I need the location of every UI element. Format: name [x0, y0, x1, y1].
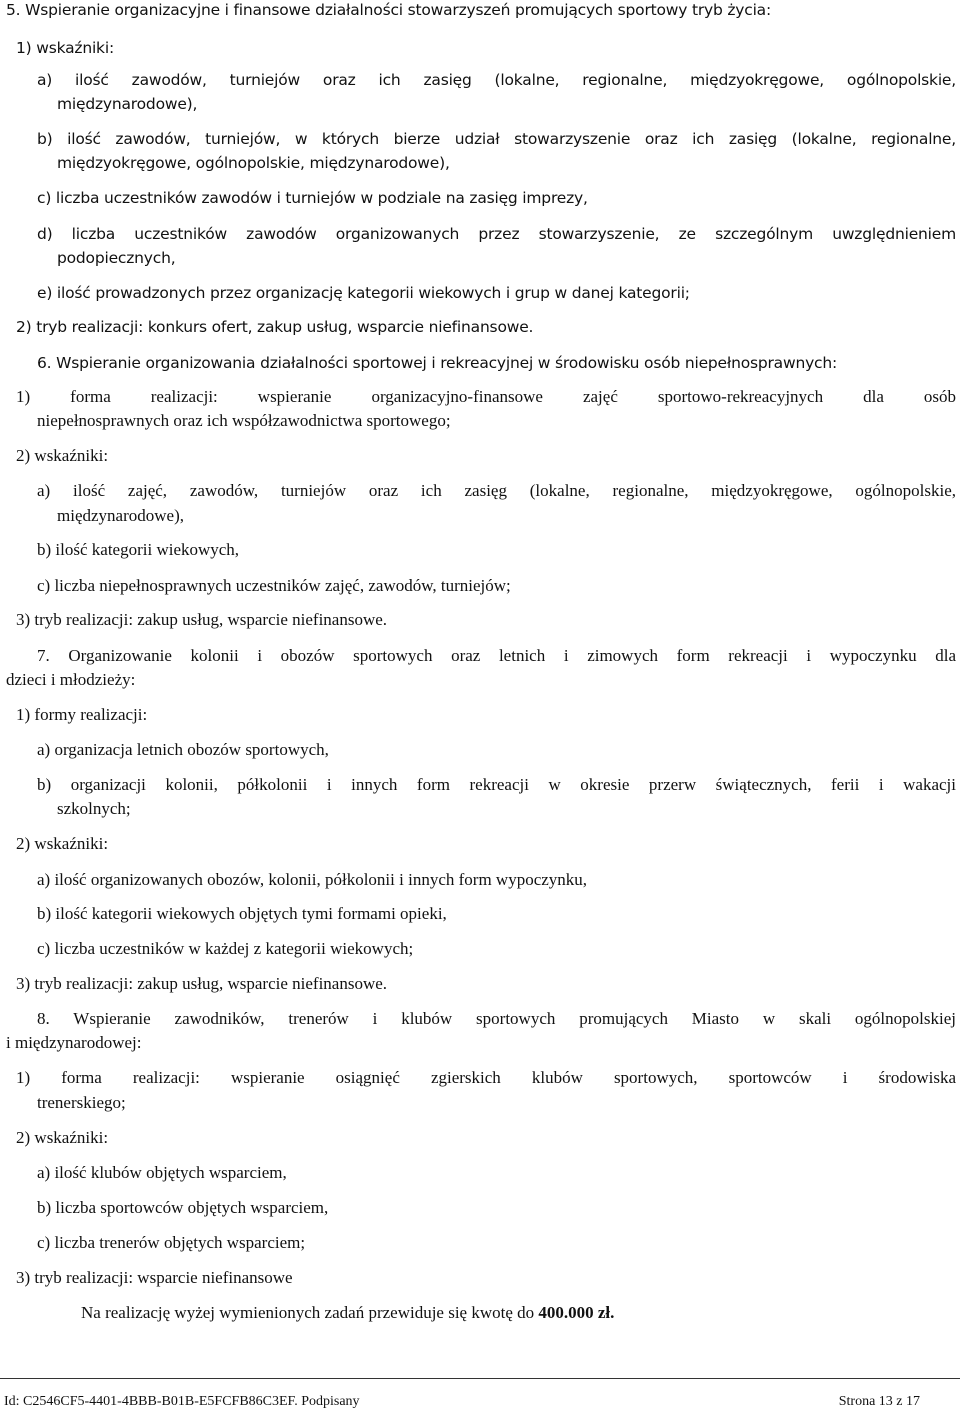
section-7-indicators-label: 2) wskaźniki: — [16, 834, 109, 853]
section-5-indicator-e: e) ilość prowadzonych przez organizację kategorii wiekowych i grup w danej kategorii; — [37, 284, 690, 302]
section-6-form: 1) forma realizacji: wspieranie organizacyjno-finansowe zajęć sportowo-rekreacyjnych dla osób — [16, 387, 956, 406]
document-id: Id: C2546CF5-4401-4BBB-B01B-E5FCFB86C3EF. Podpisany — [4, 1394, 360, 1409]
section-6-form-cont: niepełnosprawnych oraz ich współzawodnictwa sportowego; — [37, 411, 451, 430]
section-8-indicators-label: 2) wskaźniki: — [16, 1128, 109, 1147]
section-5-indicator-b: b) ilość zawodów, turniejów, w których bierze udział stowarzyszenie oraz ich zasięg (lokalne, regionalne, — [37, 130, 956, 148]
section-8-mode: 3) tryb realizacji: wsparcie niefinansowe — [16, 1268, 293, 1287]
section-5-indicator-b-cont: międzyokręgowe, ogólnopolskie, międzynarodowe), — [57, 154, 450, 172]
section-7-form-b-cont: szkolnych; — [57, 799, 131, 818]
section-5-heading: 5. Wspieranie organizacyjne i finansowe działalności stowarzyszeń promujących sportowy tryb życia: — [6, 1, 771, 19]
section-7-forms-label: 1) formy realizacji: — [16, 705, 148, 724]
section-8-form: 1) forma realizacji: wspieranie osiągnięć zgierskich klubów sportowych, sportowców i środowiska — [16, 1068, 956, 1087]
section-7-heading: 7. Organizowanie kolonii i obozów sportowych oraz letnich i zimowych form rekreacji i wypoczynku dla — [37, 646, 956, 665]
section-8-heading: 8. Wspieranie zawodników, trenerów i klubów sportowych promujących Miasto w skali ogólnopolskiej — [37, 1009, 956, 1028]
page-number: Strona 13 z 17 — [838, 1394, 920, 1409]
section-8-indicator-c: c) liczba trenerów objętych wsparciem; — [37, 1233, 306, 1252]
section-6-heading: 6. Wspieranie organizowania działalności sportowej i rekreacyjnej w środowisku osób niepełnosprawnych: — [37, 354, 838, 372]
section-5-indicator-d-cont: podopiecznych, — [57, 249, 176, 267]
section-7-indicator-c: c) liczba uczestników w każdej z kategorii wiekowych; — [37, 939, 414, 958]
section-5-indicator-d: d) liczba uczestników zawodów organizowanych przez stowarzyszenie, ze szczególnym uwzględnieniem — [37, 225, 956, 243]
section-6-indicator-a-cont: międzynarodowe), — [57, 506, 184, 525]
section-5-indicator-a: a) ilość zawodów, turniejów oraz ich zasięg (lokalne, regionalne, międzyokręgowe, ogólnopolskie, — [37, 71, 956, 89]
section-6-indicator-a: a) ilość zajęć, zawodów, turniejów oraz ich zasięg (lokalne, regionalne, międzyokręgowe, ogólnopolskie, — [37, 481, 956, 500]
section-6-mode: 3) tryb realizacji: zakup usług, wsparcie niefinansowe. — [16, 610, 388, 629]
section-5-indicators-label: 1) wskaźniki: — [16, 39, 114, 57]
section-7-indicator-a: a) ilość organizowanych obozów, kolonii, półkolonii i innych form wypoczynku, — [37, 870, 588, 889]
section-6-indicator-c: c) liczba niepełnosprawnych uczestników zajęć, zawodów, turniejów; — [37, 576, 511, 595]
section-8-indicator-b: b) liczba sportowców objętych wsparciem, — [37, 1198, 329, 1217]
funding-amount-prefix: Na realizację wyżej wymienionych zadań przewiduje się kwotę do — [81, 1303, 539, 1322]
funding-amount-sentence — [81, 1303, 956, 1323]
section-7-form-a: a) organizacja letnich obozów sportowych, — [37, 740, 329, 759]
section-7-form-b: b) organizacji kolonii, półkolonii i innych form rekreacji w okresie przerw świątecznych, ferii i wakacji — [37, 775, 956, 794]
section-7-indicator-b: b) ilość kategorii wiekowych objętych tymi formami opieki, — [37, 904, 447, 923]
section-5-mode: 2) tryb realizacji: konkurs ofert, zakup usług, wsparcie niefinansowe. — [16, 318, 534, 336]
section-7-mode: 3) tryb realizacji: zakup usług, wsparcie niefinansowe. — [16, 974, 388, 993]
funding-amount-value: 400.000 zł. — [538, 1303, 615, 1322]
footer-divider — [0, 1378, 960, 1379]
section-8-indicator-a: a) ilość klubów objętych wsparciem, — [37, 1163, 287, 1182]
section-8-heading-cont: i międzynarodowej: — [6, 1033, 142, 1052]
section-8-form-cont: trenerskiego; — [37, 1093, 126, 1112]
section-5-indicator-a-cont: międzynarodowe), — [57, 95, 198, 113]
section-5-indicator-c: c) liczba uczestników zawodów i turniejów w podziale na zasięg imprezy, — [37, 189, 588, 207]
section-6-indicators-label: 2) wskaźniki: — [16, 446, 109, 465]
section-6-indicator-b: b) ilość kategorii wiekowych, — [37, 540, 240, 559]
section-7-heading-cont: dzieci i młodzieży: — [6, 670, 136, 689]
